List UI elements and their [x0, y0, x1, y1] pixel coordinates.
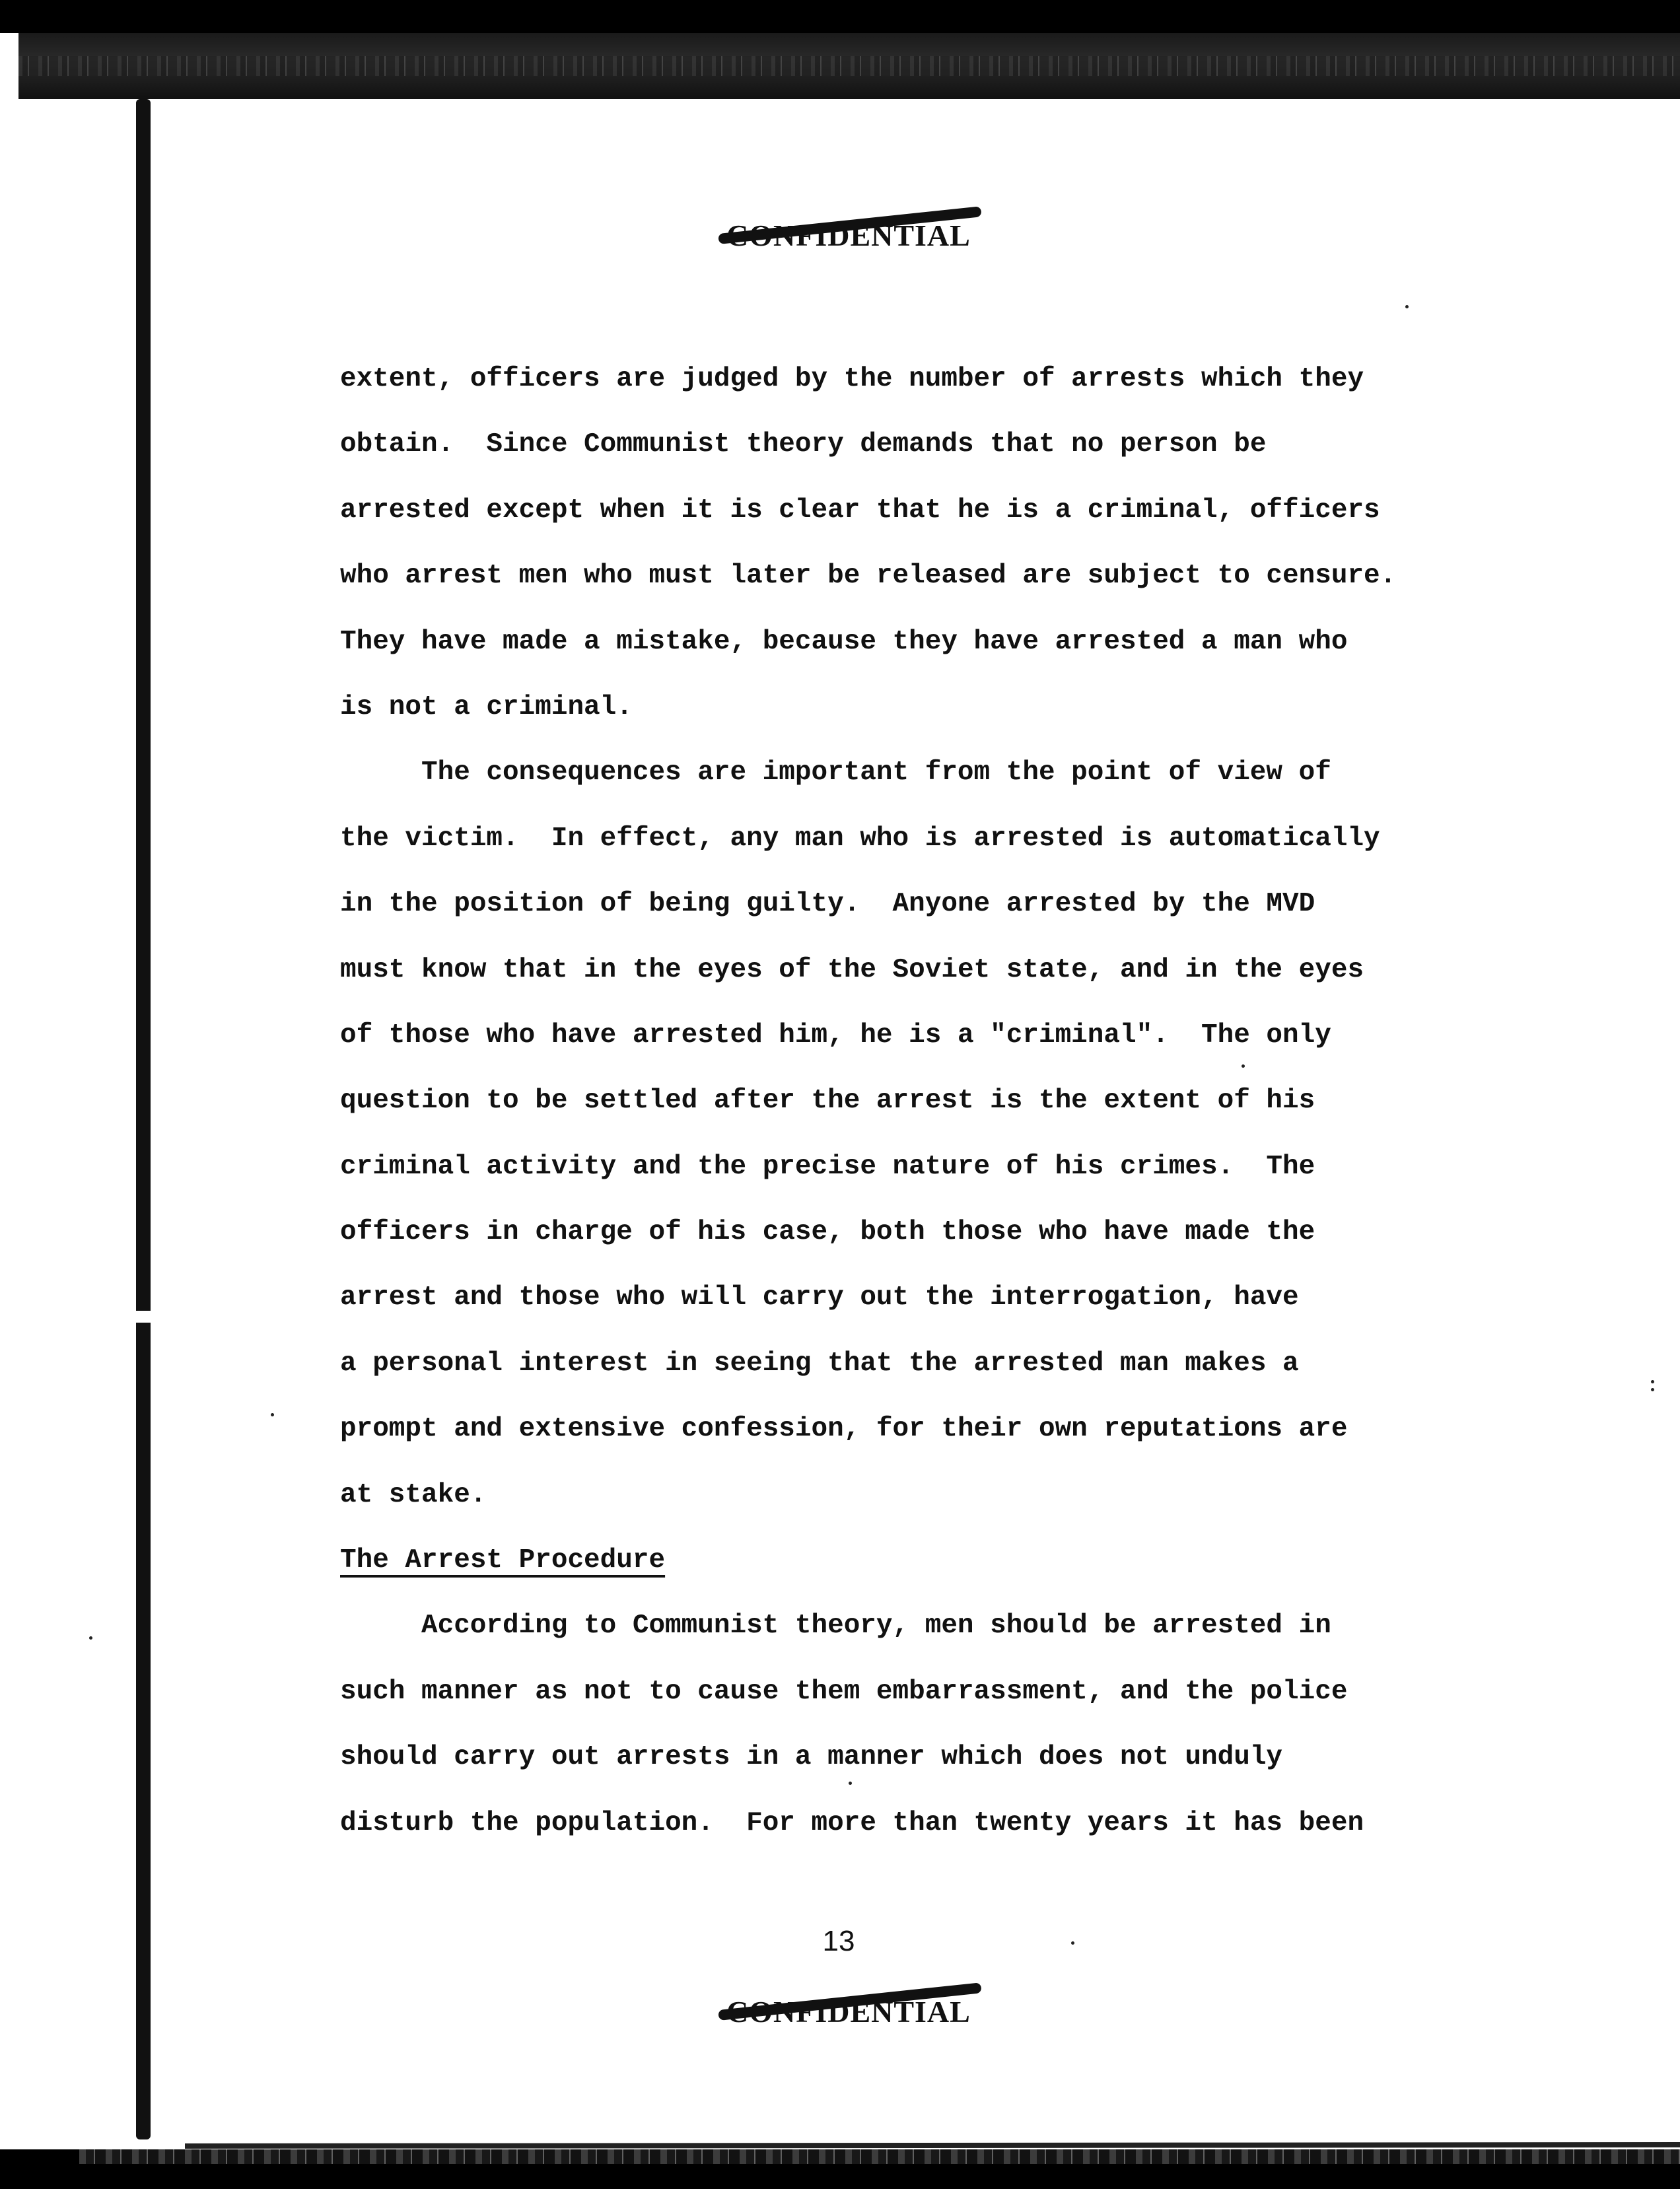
text-line: in the position of being guilty. Anyone arrested by the MVD: [340, 889, 1315, 920]
text-line: such manner as not to cause them embarrassment, and the police: [340, 1676, 1348, 1707]
scan-speck: [271, 1413, 274, 1416]
text-line: arrest and those who will carry out the interrogation, have: [340, 1282, 1299, 1313]
text-line: is not a criminal.: [340, 691, 633, 722]
scan-speck: [1651, 1380, 1654, 1383]
scan-bottom-line: [185, 2142, 1680, 2149]
scan-speck: [849, 1782, 852, 1785]
scan-speck: [1071, 1941, 1074, 1945]
footer-confidential-stamp: [726, 1994, 971, 2029]
header-confidential-stamp: [726, 218, 971, 253]
text-line: obtain. Since Communist theory demands that no person be: [340, 429, 1267, 460]
scan-speck: [1242, 1064, 1245, 1068]
text-line: a personal interest in seeing that the arrested man makes a: [340, 1348, 1299, 1379]
text-line: at stake.: [340, 1479, 487, 1510]
scan-top-edge: [0, 0, 1680, 33]
section-heading: The Arrest Procedure: [340, 1545, 666, 1576]
scan-top-band: [18, 33, 1680, 99]
scan-speck: [1405, 305, 1409, 308]
text-line: criminal activity and the precise nature of his crimes. The: [340, 1151, 1315, 1182]
footer-stamp-text: CONFIDENTIAL: [726, 1995, 971, 2029]
text-line: must know that in the eyes of the Soviet state, and in the eyes: [340, 954, 1364, 985]
scan-speck: [1651, 1388, 1654, 1391]
text-line: extent, officers are judged by the number of arrests which they: [340, 364, 1364, 394]
page-number: 13: [822, 1925, 855, 1957]
text-line: question to be settled after the arrest is the extent of his: [340, 1086, 1315, 1117]
text-line: disturb the population. For more than twenty years it has been: [340, 1807, 1364, 1838]
text-line: The consequences are important from the point of view of: [421, 757, 1331, 788]
section-heading-line: [340, 1528, 1423, 1593]
scan-speck: [89, 1636, 92, 1640]
text-line: the victim. In effect, any man who is arrested is automatically: [340, 823, 1380, 854]
text-line: officers in charge of his case, both those who have made the: [340, 1217, 1315, 1248]
scan-left-bar-gap: [135, 1311, 152, 1323]
text-line: arrested except when it is clear that he is a criminal, officers: [340, 495, 1380, 526]
scan-left-binding-bar: [136, 99, 151, 2139]
header-stamp-text: CONFIDENTIAL: [726, 219, 971, 252]
text-line: who arrest men who must later be released are subject to censure.: [340, 561, 1397, 592]
text-line: prompt and extensive confession, for their own reputations are: [340, 1414, 1348, 1445]
document-body: [340, 347, 1423, 1856]
text-line: According to Communist theory, men should be arrested in: [421, 1611, 1331, 1642]
scan-bottom-edge: [0, 2149, 1680, 2189]
text-line: of those who have arrested him, he is a "criminal". The only: [340, 1020, 1331, 1051]
text-line: They have made a mistake, because they have arrested a man who: [340, 626, 1348, 657]
text-line: should carry out arrests in a manner which does not unduly: [340, 1742, 1283, 1773]
